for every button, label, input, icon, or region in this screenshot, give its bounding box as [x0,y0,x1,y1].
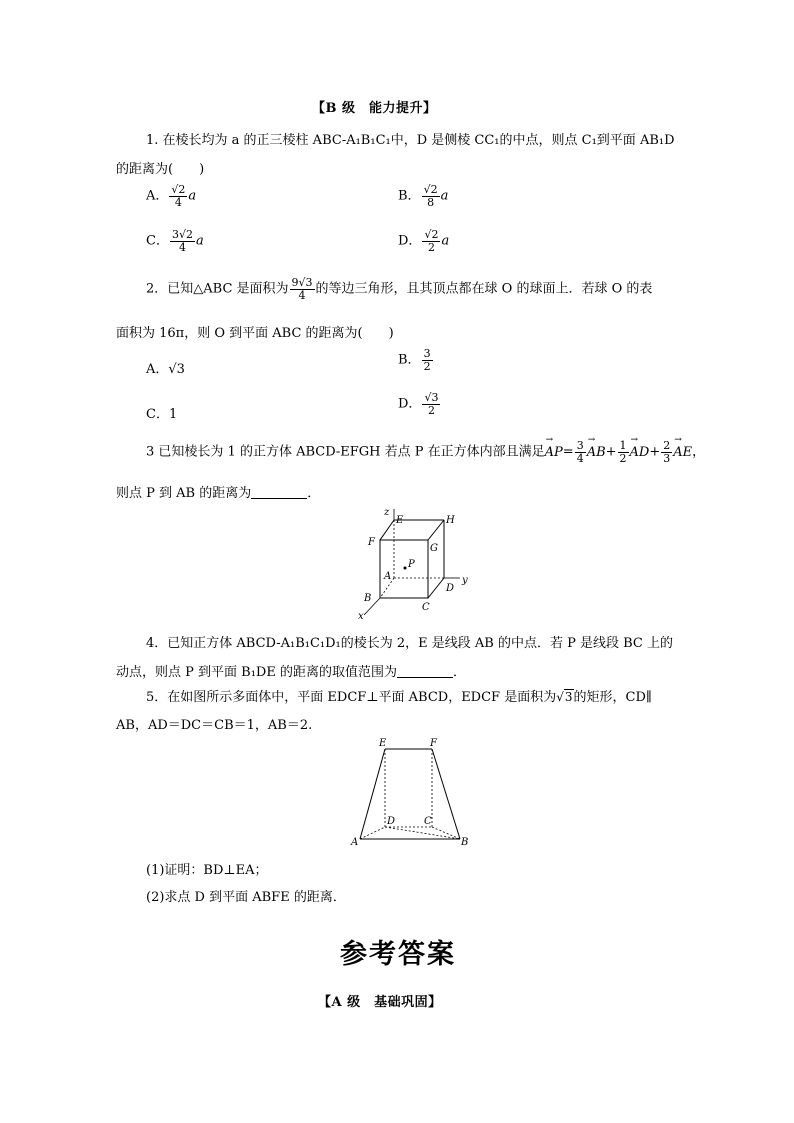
cube-figure [350,505,470,621]
coef-fraction [575,440,586,464]
option-label: A． [146,362,169,377]
option-value: √3 [168,362,185,377]
fraction [169,184,187,208]
label-a: A [351,837,359,848]
label-f: F [368,537,375,548]
q3-stem-line2 [116,482,320,501]
section-a-heading: 【A 级 基础巩固】 [318,995,442,1010]
label-g: G [430,543,438,554]
label-z: z [384,507,390,518]
cube-edge-gh [428,520,444,540]
edge-cb-hidden [432,827,460,839]
stem-text: 5．在如图所示多面体中，平面 EDCF⊥平面 ABCD，EDCF 是面积为 [146,690,557,705]
edge-ad-hidden [360,827,385,839]
vector-ab: → AB [587,445,606,460]
q2-option-b [398,348,434,372]
answer-blank[interactable] [397,665,453,678]
denominator: 4 [174,195,182,209]
q1-stem-line2: 的距离为( ) [116,162,205,177]
option-label: A． [146,188,169,204]
denominator: 2 [619,451,627,465]
numerator: 3 [423,347,431,360]
variable: a [440,188,449,204]
option-label: B． [398,352,421,368]
fraction [422,392,440,416]
numerator: 2 [663,439,671,452]
label-e: E [379,738,387,749]
denominator: 2 [427,240,435,254]
stem-text: 的矩形，CD∥ [573,690,652,705]
q2-stem-line1 [146,277,652,301]
numerator: 3 [576,439,584,452]
label-b: B [364,593,372,604]
denominator: 2 [427,403,435,417]
q2-option-d [398,392,441,416]
denominator: 4 [178,240,186,254]
q1-option-a [146,184,196,208]
q1-option-d [398,229,449,253]
plus-sign: + [605,444,617,460]
label-x: x [358,611,364,621]
fraction [170,229,195,253]
label-e: E [396,515,404,526]
variable: a [188,188,197,204]
equals-sign: = [562,444,574,460]
vector-ad: → AD [630,445,650,460]
q5-part2: (2)求点 D 到平面 ABFE 的距离． [146,890,346,905]
denominator: 4 [298,288,306,302]
stem-text: 的等边三角形，且其顶点都在球 O 的球面上．若球 O 的表 [315,281,653,297]
cube-edge-fe [380,520,394,540]
coef-fraction [618,440,629,464]
label-f: F [430,738,437,749]
numerator: √2 [424,228,439,241]
plus-sign: + [649,444,661,460]
option-label: C． [146,233,169,249]
q5-part1: (1)证明：BD⊥EA； [146,863,268,878]
label-h: H [446,515,455,526]
answer-blank[interactable] [251,486,307,499]
fraction [422,184,440,208]
q2-option-c [146,403,177,422]
variable: a [441,233,450,249]
stem-text: 则点 P 到 AB 的距离为 [116,486,252,501]
fraction [422,229,440,253]
label-p: P [408,559,415,570]
option-value: 1 [168,407,178,422]
stem-text: 3 已知棱长为 1 的正方体 ABCD-EFGH 若点 P 在正方体内部且满足 [146,444,545,460]
denominator: 3 [663,451,671,465]
radicand: 3 [564,690,573,704]
denominator: 2 [423,359,431,373]
edge-ea [360,749,385,839]
q2-option-a [146,358,185,377]
stem-text: ． [452,665,466,680]
label-d: D [387,816,396,827]
denominator: 8 [427,195,435,209]
vector-ap: → AP [545,445,563,460]
q5-stem-line2: AB，AD＝DC＝CB＝1，AB＝2. [116,718,313,733]
edge-fb [432,749,460,839]
numerator: √3 [424,391,439,404]
label-c: C [424,816,432,827]
label-b: B [461,837,469,848]
edge-db-hidden [385,827,460,839]
q5-stem-line1 [146,686,652,705]
polyhedron-figure [345,735,475,850]
denominator: 4 [576,451,584,465]
q4-stem-line2 [116,661,466,680]
fraction [422,348,433,372]
stem-text: ． [307,486,321,501]
numerator: √2 [171,183,186,196]
area-fraction [290,277,315,301]
vector-ae: → AE [673,445,692,460]
section-b-heading: 【B 级 能力提升】 [312,101,437,116]
stem-text: 动点，则点 P 到平面 B₁DE 的距离的取值范围为 [116,665,397,680]
label-a: A [384,571,392,582]
variable: a [195,233,204,249]
label-c: C [422,602,430,613]
stem-text: 2．已知△ABC 是面积为 [146,281,289,297]
numerator: 1 [619,439,627,452]
numerator: √2 [423,183,438,196]
q2-stem-line2: 面积为 16π，则 O 到平面 ABC 的距离为( ) [116,326,394,341]
numerator: 9√3 [291,276,313,289]
option-label: B． [398,188,421,204]
sqrt-expression: √3 [556,690,573,704]
numerator: 3√2 [171,228,193,241]
q1-stem-line1: 1. 在棱长均为 a 的正三棱柱 ABC-A₁B₁C₁中，D 是侧棱 CC₁的中点，则点 C₁到平面 AB₁D [146,133,675,148]
coef-fraction [661,440,672,464]
label-y: y [462,575,468,586]
cube-edge-cd [428,578,444,598]
option-label: D． [398,233,422,249]
stem-text: ， [692,444,706,460]
q3-stem-line1 [146,440,705,464]
label-d: D [446,583,455,594]
point-p [404,567,407,570]
answers-title: 参考答案 [340,939,456,970]
q4-stem-line1: 4．已知正方体 ABCD-A₁B₁C₁D₁的棱长为 2，E 是线段 AB 的中点．若 P 是线段 BC 上的 [146,636,673,651]
q1-option-c [146,229,204,253]
option-label: D． [398,396,422,412]
q1-option-b [398,184,448,208]
option-label: C． [146,407,169,422]
